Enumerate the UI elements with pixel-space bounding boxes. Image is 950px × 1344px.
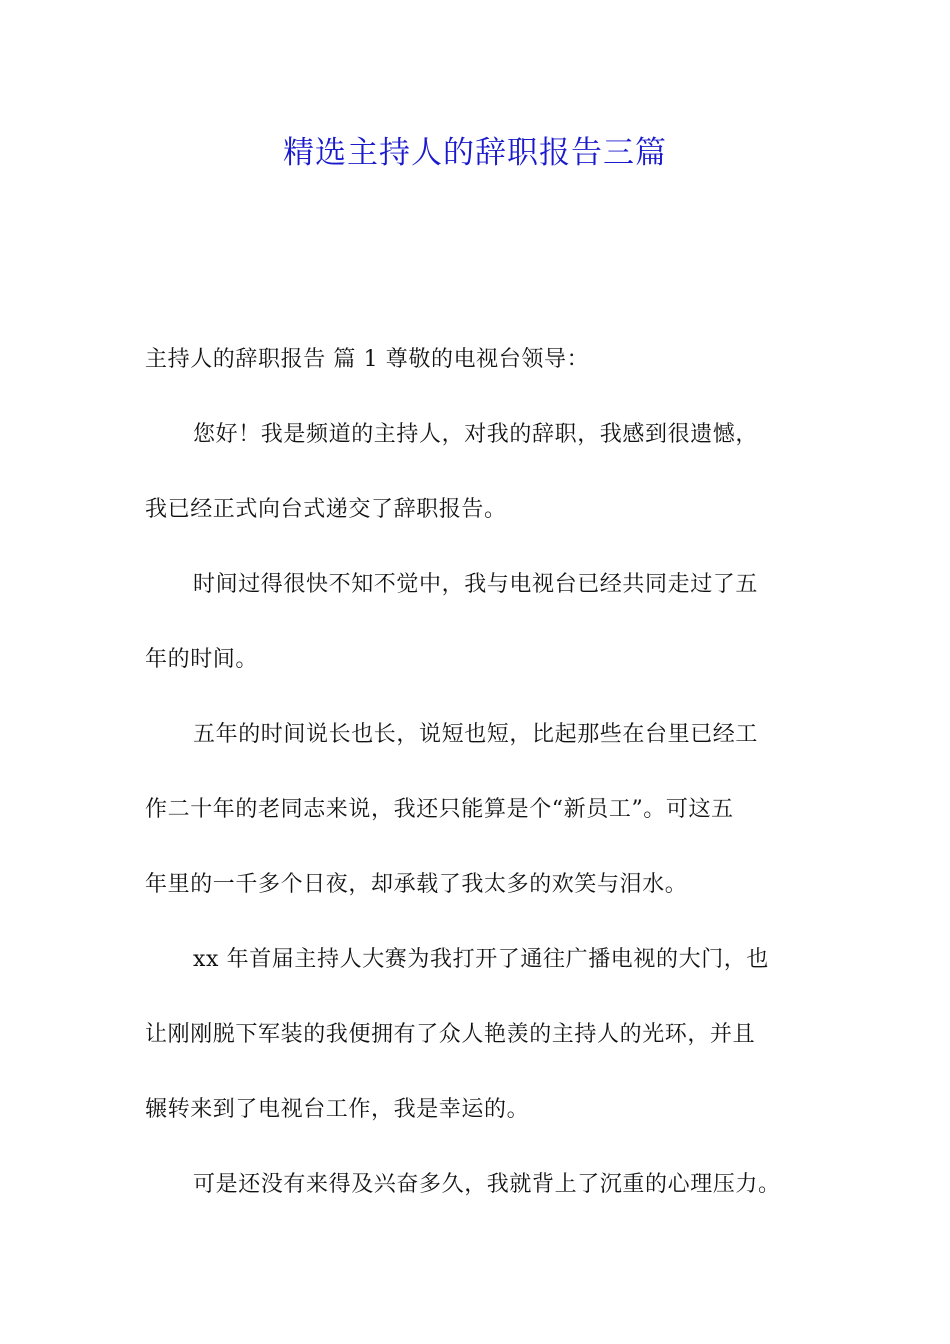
paragraph-4-line-2: 让刚刚脱下军装的我便拥有了众人艳羡的主持人的光环，并且 (145, 1022, 756, 1047)
paragraph-4-line-1: xx 年首届主持人大赛为我打开了通往广播电视的大门，也 (193, 947, 770, 972)
paragraph-1-line-1: 您好！我是频道的主持人，对我的辞职，我感到很遗憾， (193, 422, 759, 447)
paragraph-2-line-1: 时间过得很快不知不觉中，我与电视台已经共同走过了五 (193, 572, 759, 597)
paragraph-3-line-3: 年里的一千多个日夜，却承载了我太多的欢笑与泪水。 (145, 872, 688, 897)
paragraph-4-line-3: 辗转来到了电视台工作，我是幸运的。 (145, 1097, 530, 1122)
document-title: 精选主持人的辞职报告三篇 (283, 135, 667, 171)
paragraph-1-line-2: 我已经正式向台式递交了辞职报告。 (145, 497, 507, 522)
paragraph-3-line-1: 五年的时间说长也长，说短也短，比起那些在台里已经工 (193, 722, 759, 747)
report-heading-line: 主持人的辞职报告 篇 1 尊敬的电视台领导： (145, 347, 590, 372)
paragraph-3-line-2: 作二十年的老同志来说，我还只能算是个“新员工”。可这五 (145, 797, 734, 822)
paragraph-5-line-1: 可是还没有来得及兴奋多久，我就背上了沉重的心理压力。 (193, 1172, 781, 1197)
paragraph-2-line-2: 年的时间。 (145, 647, 259, 672)
